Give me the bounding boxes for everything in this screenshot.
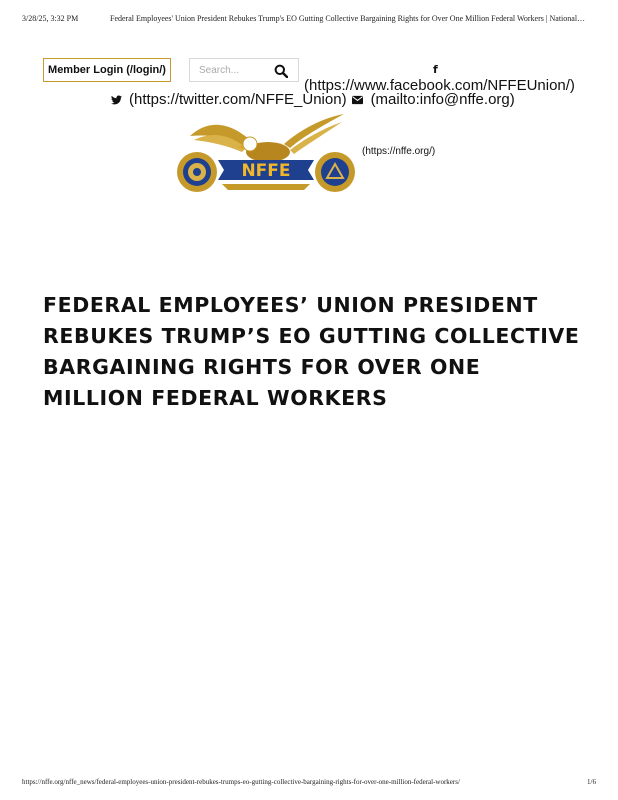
search-box [189, 58, 299, 82]
article-headline: FEDERAL EMPLOYEES’ UNION PRESIDENT REBUKES TRUMP’S EO GUTTING COLLECTIVE BARGAINING RIGHTS FOR OVER ONE MILLION FEDERAL WORKERS [43, 293, 580, 410]
print-header [22, 14, 598, 23]
email-link[interactable]: (mailto:info@nffe.org) [370, 91, 515, 108]
home-link[interactable]: (https://nffe.org/) [362, 146, 436, 157]
print-datetime: 3/28/25, 3:32 PM [22, 14, 79, 23]
print-footer [22, 778, 596, 786]
eagle-icon [190, 114, 344, 162]
facebook-link[interactable]: (https://www.facebook.com/NFFEUnion/) [304, 77, 575, 94]
nffe-logo[interactable] [172, 108, 360, 196]
page-number: 1/6 [587, 778, 596, 786]
print-url: https://nffe.org/nffe_news/federal-employees-union-president-rebukes-trumps-eo-gutting-collective-bargaining-rights-for-over-one-million-federal-workers/ [22, 778, 460, 786]
logo-text: NFFE [241, 161, 291, 181]
envelope-icon[interactable] [352, 95, 363, 105]
facebook-icon[interactable]: f [433, 63, 438, 76]
twitter-link[interactable]: (https://twitter.com/NFFE_Union) [129, 91, 347, 108]
search-input[interactable] [199, 65, 269, 76]
social-links [111, 91, 515, 108]
print-page-title: Federal Employees' Union President Rebukes Trump's EO Gutting Collective Bargaining Rights for Over One Million Federal Workers | National… [110, 14, 586, 23]
member-login-button[interactable]: Member Login (/login/) [43, 58, 171, 82]
search-icon[interactable] [274, 64, 288, 78]
twitter-icon[interactable] [111, 95, 122, 105]
